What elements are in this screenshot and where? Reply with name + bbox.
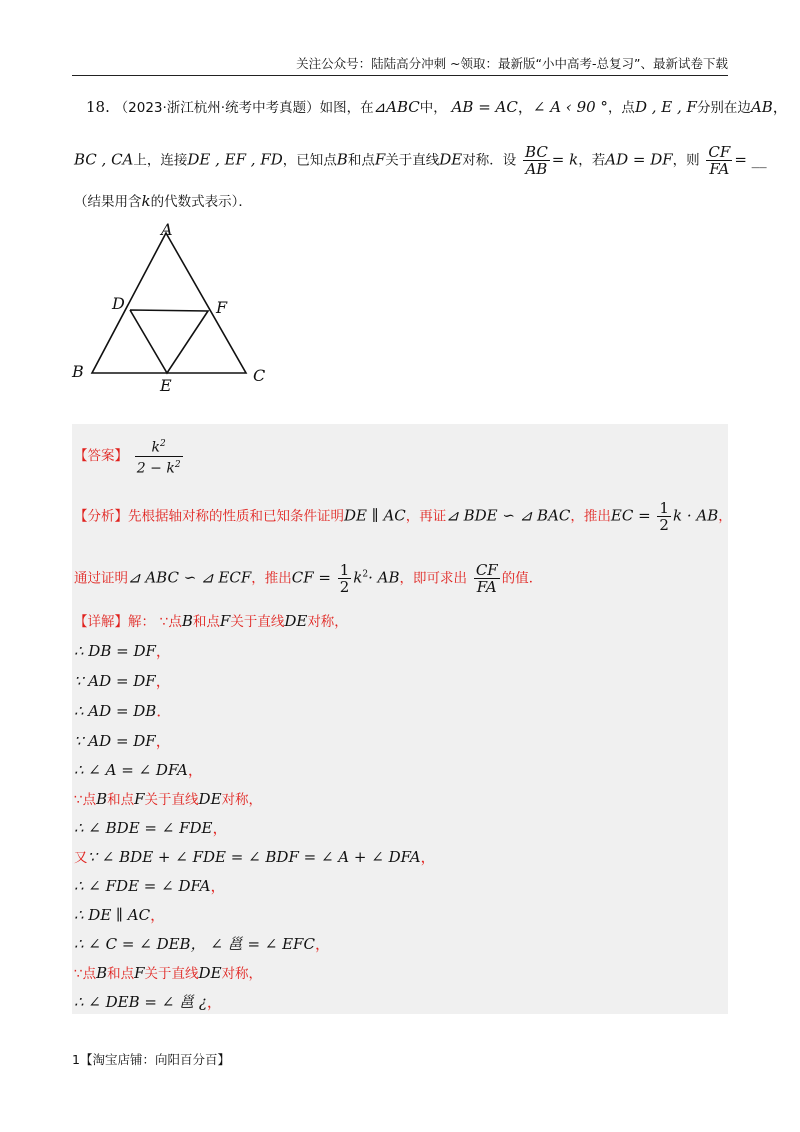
solution-line-1: ∴ DB = DF， <box>74 642 171 660</box>
solution-line-11: ∴ ∠ C = ∠ DEB， ∠ 邕 = ∠ EFC， <box>74 935 330 953</box>
fraction-half: $\frac{1}{2}$ <box>659 499 669 534</box>
solution-line-4: ∵ AD = DF， <box>74 732 171 750</box>
label-d: D <box>112 294 125 313</box>
label-b: B <box>72 362 84 381</box>
triangle-figure <box>60 215 280 395</box>
question-line-1: 18. （2023·浙江杭州·统考中考真题）如图，在⊿ABC中， AB = AC，∠ A ‹ 90 °，点D , E , F分别在边AB， <box>86 98 788 116</box>
page-header: 关注公众号：陆陆高分冲刺 ~领取：最新版“小中高考-总复习”、最新试卷下载 <box>72 54 728 76</box>
solution-line-0: 【详解】解： ∵点B和点F关于直线DE对称， <box>74 612 348 630</box>
label-c: C <box>253 366 266 385</box>
question-line-2: BC , CA上，连接DE , EF , FD，已知点B和点F关于直线DE对称．设 $\frac{BC}{AB}$ = k，若AD = DF，则 $\frac{CF}{FA}$ = __ <box>74 143 767 178</box>
analysis-line-2: 通过证明⊿ ABC ∽ ⊿ ECF，推出CF = $\frac{1}{2}$ $k^2\cdot$ AB，即可求出 $\frac{CF}{FA}$ 的值． <box>74 561 543 596</box>
solution-line-9: ∴ ∠ FDE = ∠ DFA， <box>74 877 226 895</box>
answer-line: 【答案】 $\frac{k^2}{2 - k^2}$ <box>74 436 185 476</box>
answer-fraction: $\frac{k^2}{2 - k^2}$ <box>135 436 183 476</box>
solution-line-13: ∴ ∠ DEB = ∠ 邕 ¿， <box>74 993 222 1011</box>
solution-line-10: ∴ DE ∥ AC， <box>74 906 166 924</box>
label-a: A <box>161 220 173 239</box>
solution-line-5: ∴ ∠ A = ∠ DFA， <box>74 761 203 779</box>
fraction-bc-ab: $\frac{BC}{AB}$ <box>525 143 548 178</box>
solution-line-6: ∵点B和点F关于直线DE对称， <box>74 790 263 808</box>
solution-line-8: 又∵ ∠ BDE + ∠ FDE = ∠ BDF = ∠ A + ∠ DFA， <box>74 848 436 866</box>
label-f: F <box>216 298 228 317</box>
fraction-half-2: $\frac{1}{2}$ <box>339 561 350 596</box>
solution-line-12: ∵点B和点F关于直线DE对称， <box>74 964 263 982</box>
analysis-line-1: 【分析】先根据轴对称的性质和已知条件证明DE ∥ AC，再证⊿ BDE ∽ ⊿ BAC，推出EC = $\frac{1}{2}$ k · AB， <box>74 499 732 534</box>
fraction-cf-fa: $\frac{CF}{FA}$ <box>708 143 731 178</box>
triangle-def <box>130 310 208 373</box>
solution-line-2: ∵ AD = DF， <box>74 672 171 690</box>
fraction-cf-fa-2: $\frac{CF}{FA}$ <box>475 561 498 596</box>
solution-line-3: ∴ AD = DB． <box>74 702 172 720</box>
question-number: 18. <box>86 98 110 116</box>
page-footer: 1【淘宝店铺：向阳百分百】 <box>72 1052 230 1067</box>
solution-line-7: ∴ ∠ BDE = ∠ FDE， <box>74 819 228 837</box>
label-e: E <box>160 376 172 395</box>
question-line-3: （结果用含k的代数式表示）． <box>74 192 252 210</box>
